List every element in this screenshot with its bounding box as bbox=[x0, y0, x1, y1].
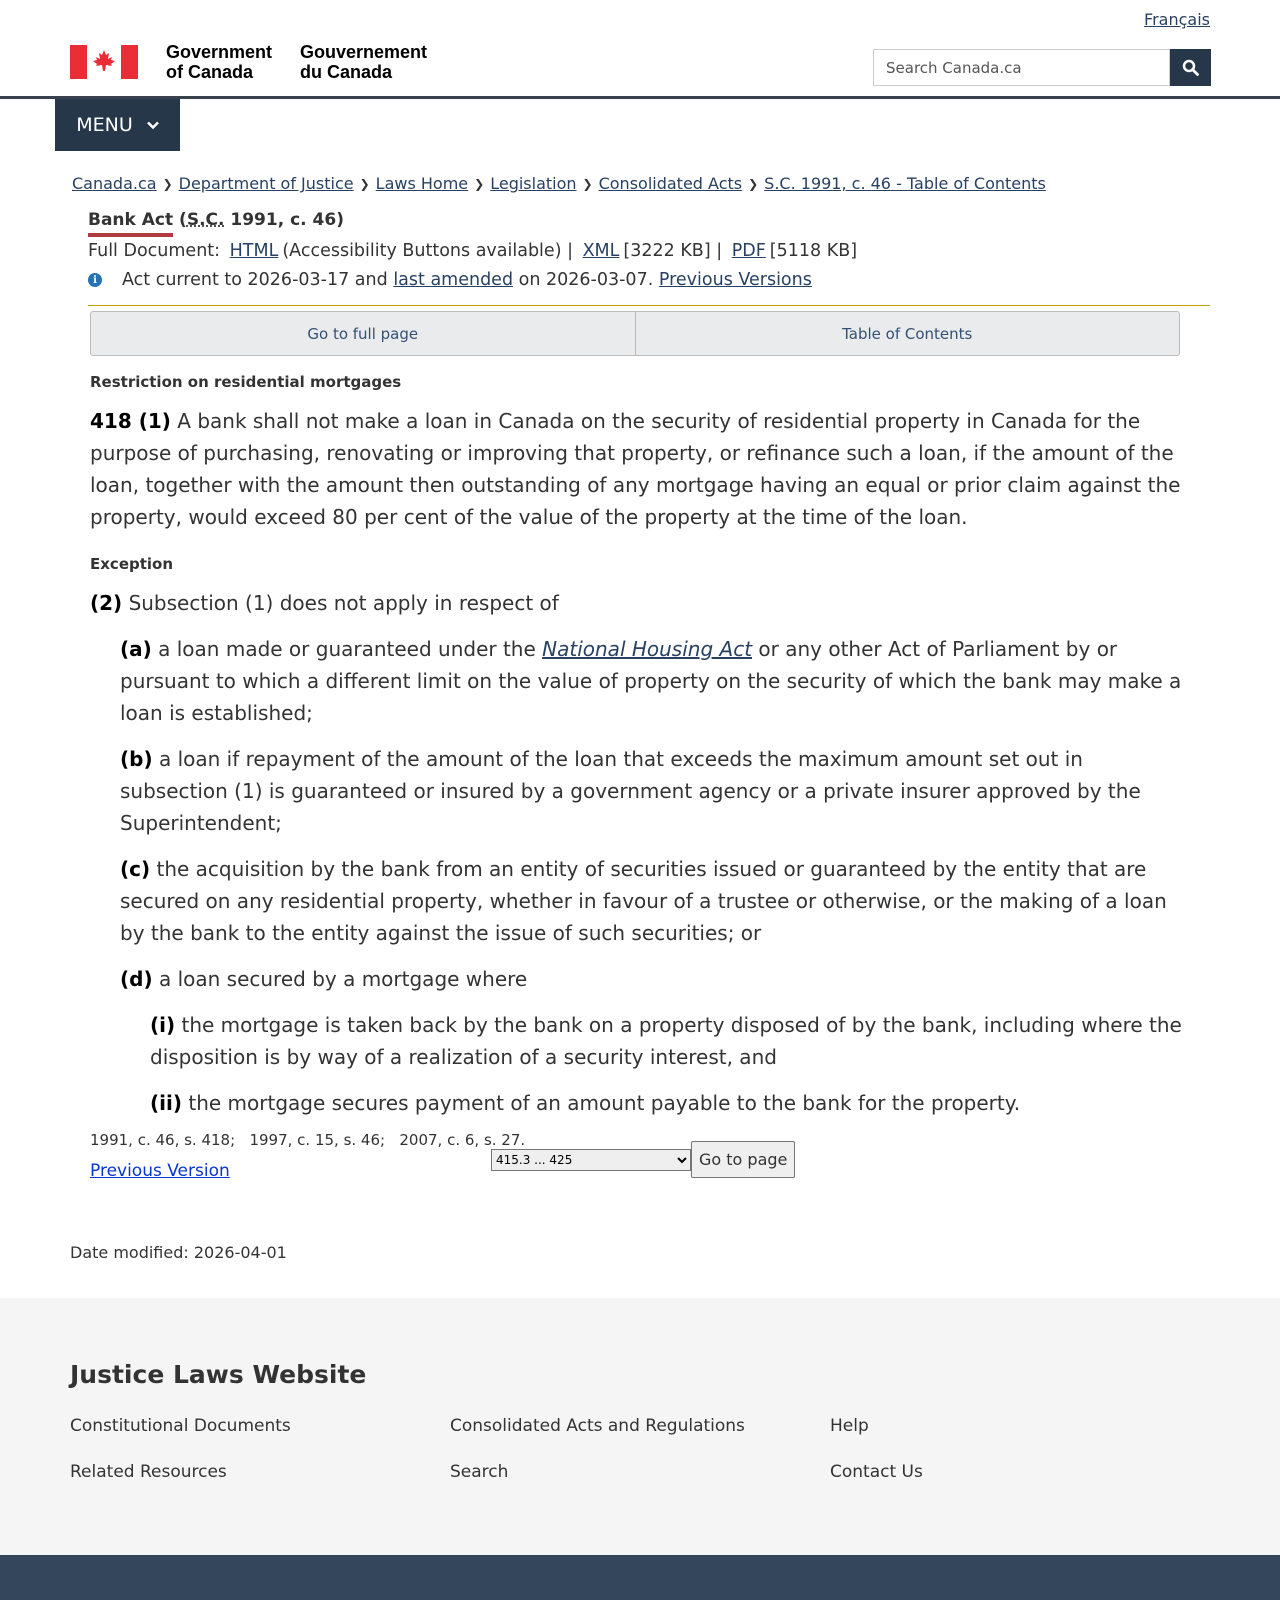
pdf-size: [5118 KB] bbox=[769, 241, 858, 261]
chevron-right-icon: ❯ bbox=[359, 176, 370, 191]
footer-link-contact-us[interactable]: Contact Us bbox=[830, 1462, 923, 1482]
canada-flag bbox=[70, 45, 138, 79]
date-modified: Date modified: 2026-04-01 bbox=[70, 1243, 287, 1262]
breadcrumb-legislation[interactable]: Legislation bbox=[490, 174, 577, 193]
paragraph-number: (d) bbox=[120, 967, 153, 991]
breadcrumb-justice[interactable]: Department of Justice bbox=[178, 174, 354, 193]
breadcrumb-laws-home[interactable]: Laws Home bbox=[375, 174, 469, 193]
footer-link-consolidated-acts[interactable]: Consolidated Acts and Regulations bbox=[450, 1416, 745, 1436]
page-range-select[interactable] bbox=[491, 1149, 691, 1171]
previous-version-link[interactable]: Previous Version bbox=[90, 1161, 230, 1181]
paragraph-number: (a) bbox=[120, 637, 152, 661]
footer-title: Justice Laws Website bbox=[70, 1360, 367, 1389]
current-suffix: on 2026-03-07. bbox=[518, 270, 654, 290]
last-amended-link[interactable]: last amended bbox=[393, 270, 514, 290]
chevron-right-icon: ❯ bbox=[474, 176, 485, 191]
current-prefix: Act current to 2026-03-17 and bbox=[122, 270, 388, 290]
currency-notice bbox=[88, 270, 812, 290]
subsection-2 bbox=[90, 587, 1190, 619]
search-input[interactable] bbox=[873, 49, 1170, 86]
pdf-link[interactable]: PDF bbox=[731, 241, 766, 261]
breadcrumb bbox=[72, 174, 1046, 193]
gov-name-fr: Gouvernement du Canada bbox=[300, 42, 428, 82]
section-number: 418 (1) bbox=[90, 409, 171, 433]
search-button[interactable] bbox=[1170, 49, 1211, 86]
html-link[interactable]: HTML bbox=[229, 241, 279, 261]
national-housing-act-link[interactable]: National Housing Act bbox=[542, 637, 753, 661]
menu-button[interactable] bbox=[55, 99, 180, 151]
paragraph-b bbox=[120, 743, 1190, 839]
header-rule bbox=[88, 305, 1210, 306]
paragraph-text: the acquisition by the bank from an entity of securities issued or guaranteed by the entity that are secured on any residential property, whether in favour of a trustee or otherwise, or the making of a loan by the bank to the entity against the issue of such securities; or bbox=[120, 857, 1167, 945]
xml-link[interactable]: XML bbox=[582, 241, 620, 261]
subparagraph-number: (ii) bbox=[150, 1091, 182, 1115]
subparagraph-text: the mortgage secures payment of an amount payable to the bank for the property. bbox=[188, 1091, 1021, 1115]
footer-link-constitutional-documents[interactable]: Constitutional Documents bbox=[70, 1416, 291, 1436]
html-note: (Accessibility Buttons available) | bbox=[282, 241, 573, 261]
chevron-right-icon: ❯ bbox=[582, 176, 593, 191]
subparagraph-i bbox=[150, 1009, 1190, 1073]
info-icon: i bbox=[88, 273, 102, 287]
paragraph-text: a loan if repayment of the amount of the loan that exceeds the maximum amount set out in subsection (1) is guaranteed or insured by a government agency or a private insurer approved by the Superintendent; bbox=[120, 747, 1141, 835]
maple-leaf-icon bbox=[87, 45, 121, 79]
full-document-links bbox=[88, 241, 857, 261]
footer-bottom-bar bbox=[0, 1555, 1280, 1600]
page-nav-tabs bbox=[90, 311, 1180, 356]
footer-link-related-resources[interactable]: Related Resources bbox=[70, 1462, 227, 1482]
language-toggle-link[interactable]: Français bbox=[1144, 10, 1210, 29]
footer-link-search[interactable]: Search bbox=[450, 1462, 509, 1482]
subsection-text: Subsection (1) does not apply in respect of bbox=[128, 591, 559, 615]
breadcrumb-toc[interactable]: S.C. 1991, c. 46 - Table of Contents bbox=[764, 174, 1046, 193]
act-name: Bank Act bbox=[88, 210, 173, 237]
footer-links bbox=[70, 1416, 1210, 1482]
previous-versions-link[interactable]: Previous Versions bbox=[658, 270, 812, 290]
marginal-note: Exception bbox=[90, 555, 174, 573]
menu-label: MENU bbox=[76, 114, 133, 136]
paragraph-text: a loan made or guaranteed under the bbox=[158, 637, 536, 661]
subparagraph-number: (i) bbox=[150, 1013, 176, 1037]
full-doc-label: Full Document: bbox=[88, 241, 221, 261]
chevron-right-icon: ❯ bbox=[162, 176, 173, 191]
citation-rest: 1991, c. 46 bbox=[230, 210, 337, 230]
header-divider bbox=[0, 96, 1280, 99]
paragraph-c bbox=[120, 853, 1190, 949]
table-of-contents-button[interactable]: Table of Contents bbox=[635, 312, 1180, 355]
citation-abbr: S.C. bbox=[186, 210, 225, 230]
page-selector bbox=[491, 1141, 795, 1178]
go-to-page-button[interactable]: Go to page bbox=[691, 1141, 795, 1178]
breadcrumb-consolidated-acts[interactable]: Consolidated Acts bbox=[598, 174, 743, 193]
amendment-history: 1991, c. 46, s. 418; 1997, c. 15, s. 46; 2007, c. 6, s. 27. bbox=[90, 1131, 526, 1149]
footer bbox=[0, 1298, 1280, 1555]
site-search bbox=[873, 49, 1211, 86]
search-icon bbox=[1182, 59, 1199, 76]
xml-size: [3222 KB] | bbox=[623, 241, 723, 261]
paragraph-text: a loan secured by a mortgage where bbox=[158, 967, 528, 991]
page-title: Bank Act (S.C. 1991, c. 46) bbox=[88, 210, 344, 237]
paragraph-d bbox=[120, 963, 1190, 995]
government-signature[interactable] bbox=[70, 42, 427, 82]
law-content bbox=[90, 373, 1190, 1181]
gov-name-en: Government of Canada bbox=[166, 42, 273, 82]
go-to-full-page-button[interactable]: Go to full page bbox=[307, 324, 419, 343]
chevron-down-icon bbox=[147, 121, 159, 130]
breadcrumb-canada[interactable]: Canada.ca bbox=[72, 174, 157, 193]
subparagraph-text: the mortgage is taken back by the bank on a property disposed of by the bank, including where the disposition is by way of a realization of a security interest, and bbox=[150, 1013, 1182, 1069]
paragraph-text: or any other Act of Parliament by or pursuant to which a different limit on the value of property on the security of which the bank may make a loan is established; bbox=[120, 637, 1182, 725]
paragraph-number: (b) bbox=[120, 747, 153, 771]
subparagraph-ii bbox=[150, 1087, 1190, 1119]
footer-link-help[interactable]: Help bbox=[830, 1416, 869, 1436]
paragraph-a bbox=[120, 633, 1190, 729]
marginal-note: Restriction on residential mortgages bbox=[90, 373, 402, 391]
paragraph-number: (c) bbox=[120, 857, 151, 881]
chevron-right-icon: ❯ bbox=[748, 176, 759, 191]
subsection-1 bbox=[90, 405, 1190, 533]
subsection-number: (2) bbox=[90, 591, 123, 615]
subsection-text: A bank shall not make a loan in Canada on the security of residential property in Canada for the purpose of purchasing, renovating or improving that property, or refinance such a loan, if the amount of the loan, together with the amount then outstanding of any mortgage having an equal or prior claim against the property, would exceed 80 per cent of the value of the property at the time of the loan. bbox=[90, 409, 1181, 529]
